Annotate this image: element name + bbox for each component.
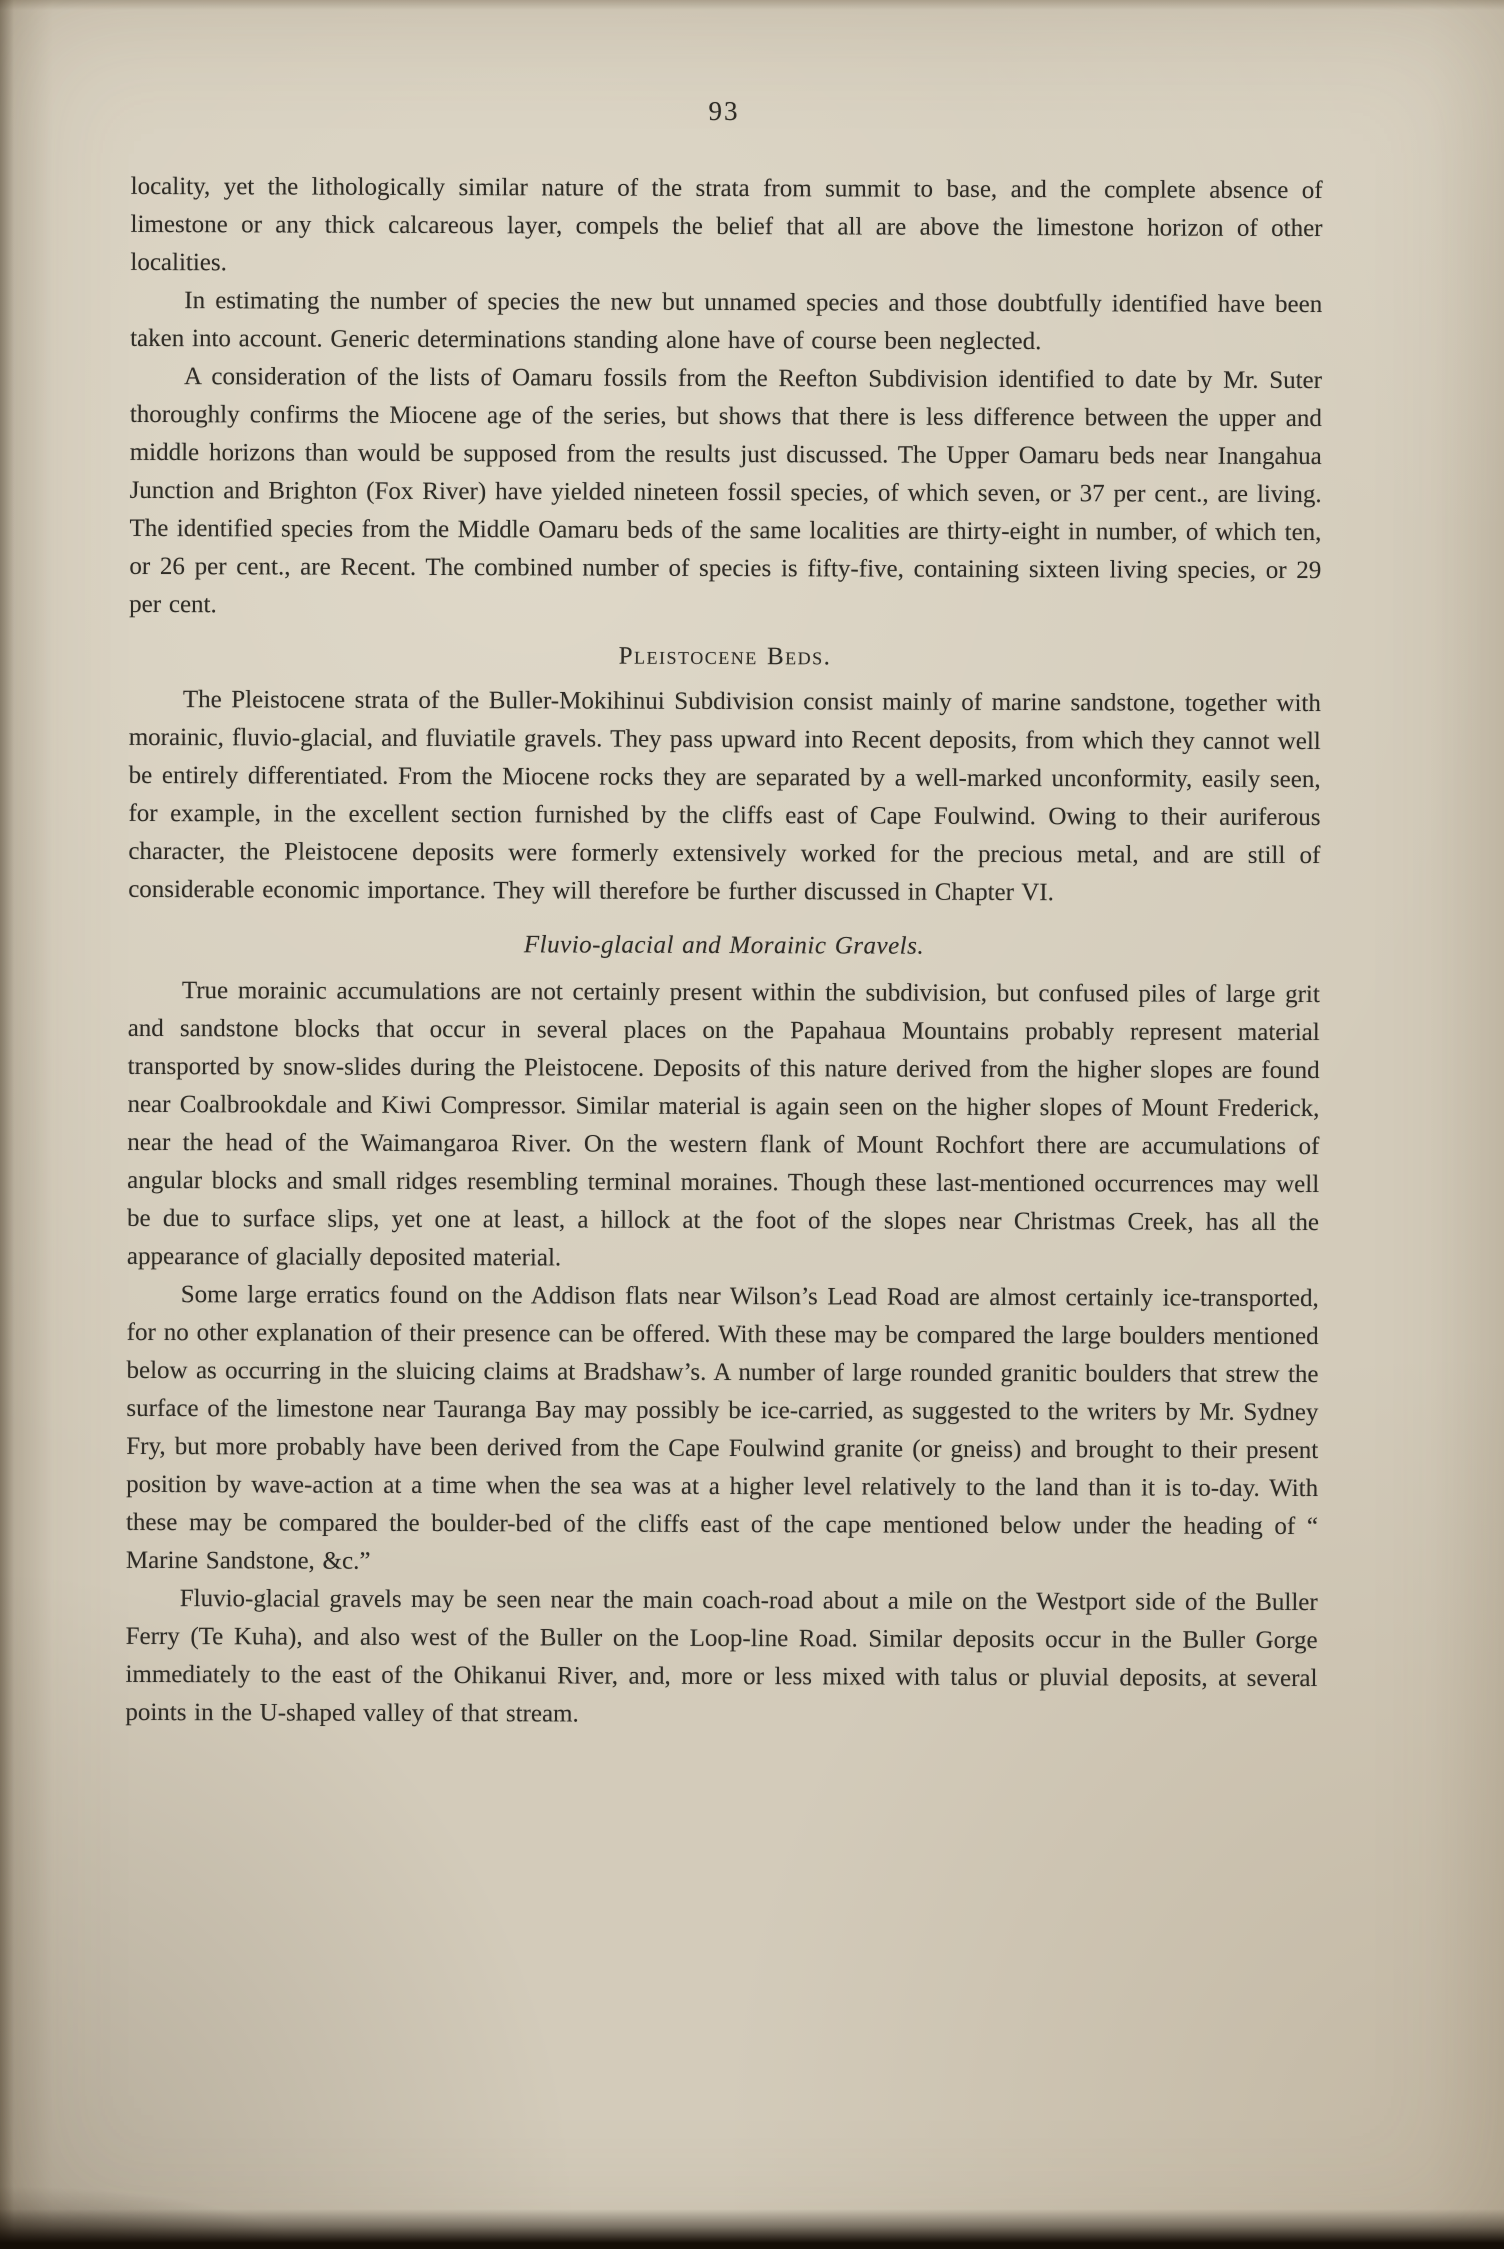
- page-number: 93: [708, 96, 740, 126]
- page-bottom-left-shadow: [0, 2159, 420, 2249]
- text-block: [125, 168, 1322, 1736]
- paragraph-continuation: locality, yet the lithologically similar nature of the strata from summit to base, and the complete absence of limestone or any thick calcareous layer, compels the belief that all are above the limestone horizon of other localities.: [130, 172, 1323, 277]
- subsection-heading-fluvio-glacial: Fluvio-glacial and Morainic Gravels.: [523, 931, 925, 960]
- page-bottom-edge-shadow: [0, 2209, 1504, 2249]
- paragraph: Some large erratics found on the Addison flats near Wilson’s Lead Road are almost certainly ice-transported, for no other explanation of their presence can be offered. With these may be compared the large boulders mentioned below as occurring in the sluicing claims at Bradshaw’s. A number of large rounded granitic boulders that strew the surface of the limestone near Tauranga Bay may possibly be ice-carried, as suggested to the writers by Mr. Sydney Fry, but more probably have been derived from the Cape Foulwind granite (or gneiss) and brought to their present position by wave-action at a time when the sea was at a higher level relatively to the land than it is to-day. With these may be compared the boulder-bed of the cliffs east of the cape mentioned below under the heading of “ Marine Sandstone, &c.”: [125, 1281, 1319, 1575]
- paragraph: The Pleistocene strata of the Buller-Mokihinui Subdivision consist mainly of marine sandstone, together with morainic, fluvio-glacial, and fluviatile gravels. They pass upward into Recent deposits, from which they cannot well be entirely differentiated. From the Miocene rocks they are separated by a well-marked unconformity, easily seen, for example, in the excellent section furnished by the cliffs east of Cape Foulwind. Owing to their auriferous character, the Pleistocene deposits were formerly extensively worked for the precious metal, and are still of considerable economic importance. They will therefore be further discussed in Chapter VI.: [128, 686, 1321, 907]
- paragraph: Fluvio-glacial gravels may be seen near the main coach-road about a mile on the Westport side of the Buller Ferry (Te Kuha), and also west of the Buller on the Loop-line Road. Similar deposits occur in the Buller Gorge immediately to the east of the Ohikanui River, and, more or less mixed with talus or pluvial deposits, at several points in the U-shaped valley of that stream.: [125, 1585, 1318, 1728]
- paragraph: In estimating the number of species the new but unnamed species and those doubtfully identified have been taken into account. Generic determinations standing alone have of course been neglected.: [130, 287, 1323, 356]
- paragraph: True morainic accumulations are not certainly present within the subdivision, but confused piles of large grit and sandstone blocks that occur in several places on the Papahaua Mountains probably represent material transported by snow-slides during the Pleistocene. Deposits of this nature derived from the higher slopes are found near Coalbrookdale and Kiwi Compressor. Similar material is again seen on the higher slopes of Mount Frederick, near the head of the Waimangaroa River. On the western flank of Mount Rochfort there are accumulations of angular blocks and small ridges resembling terminal moraines. Though these last-mentioned occurrences may well be due to surface slips, yet one at least, a hillock at the foot of the slopes near Christmas Creek, has all the appearance of glacially deposited material.: [126, 977, 1320, 1272]
- section-heading-pleistocene-beds: Pleistocene Beds.: [618, 642, 832, 671]
- page-top-edge-shadow: [0, 0, 1504, 10]
- paragraph: A consideration of the lists of Oamaru fossils from the Reefton Subdivision identified to date by Mr. Suter thoroughly confirms the Miocene age of the series, but shows that there is less difference between the upper and middle horizons than would be supposed from the results just discussed. The Upper Oamaru beds near Inangahua Junction and Brighton (Fox River) have yielded nineteen fossil species, of which seven, or 37 per cent., are living. The identified species from the Middle Oamaru beds of the same localities are thirty-eight in number, of which ten, or 26 per cent., are Recent. The combined number of species is fifty-five, containing sixteen living species, or 29 per cent.: [129, 363, 1323, 619]
- page-left-edge-shadow: [0, 0, 14, 2249]
